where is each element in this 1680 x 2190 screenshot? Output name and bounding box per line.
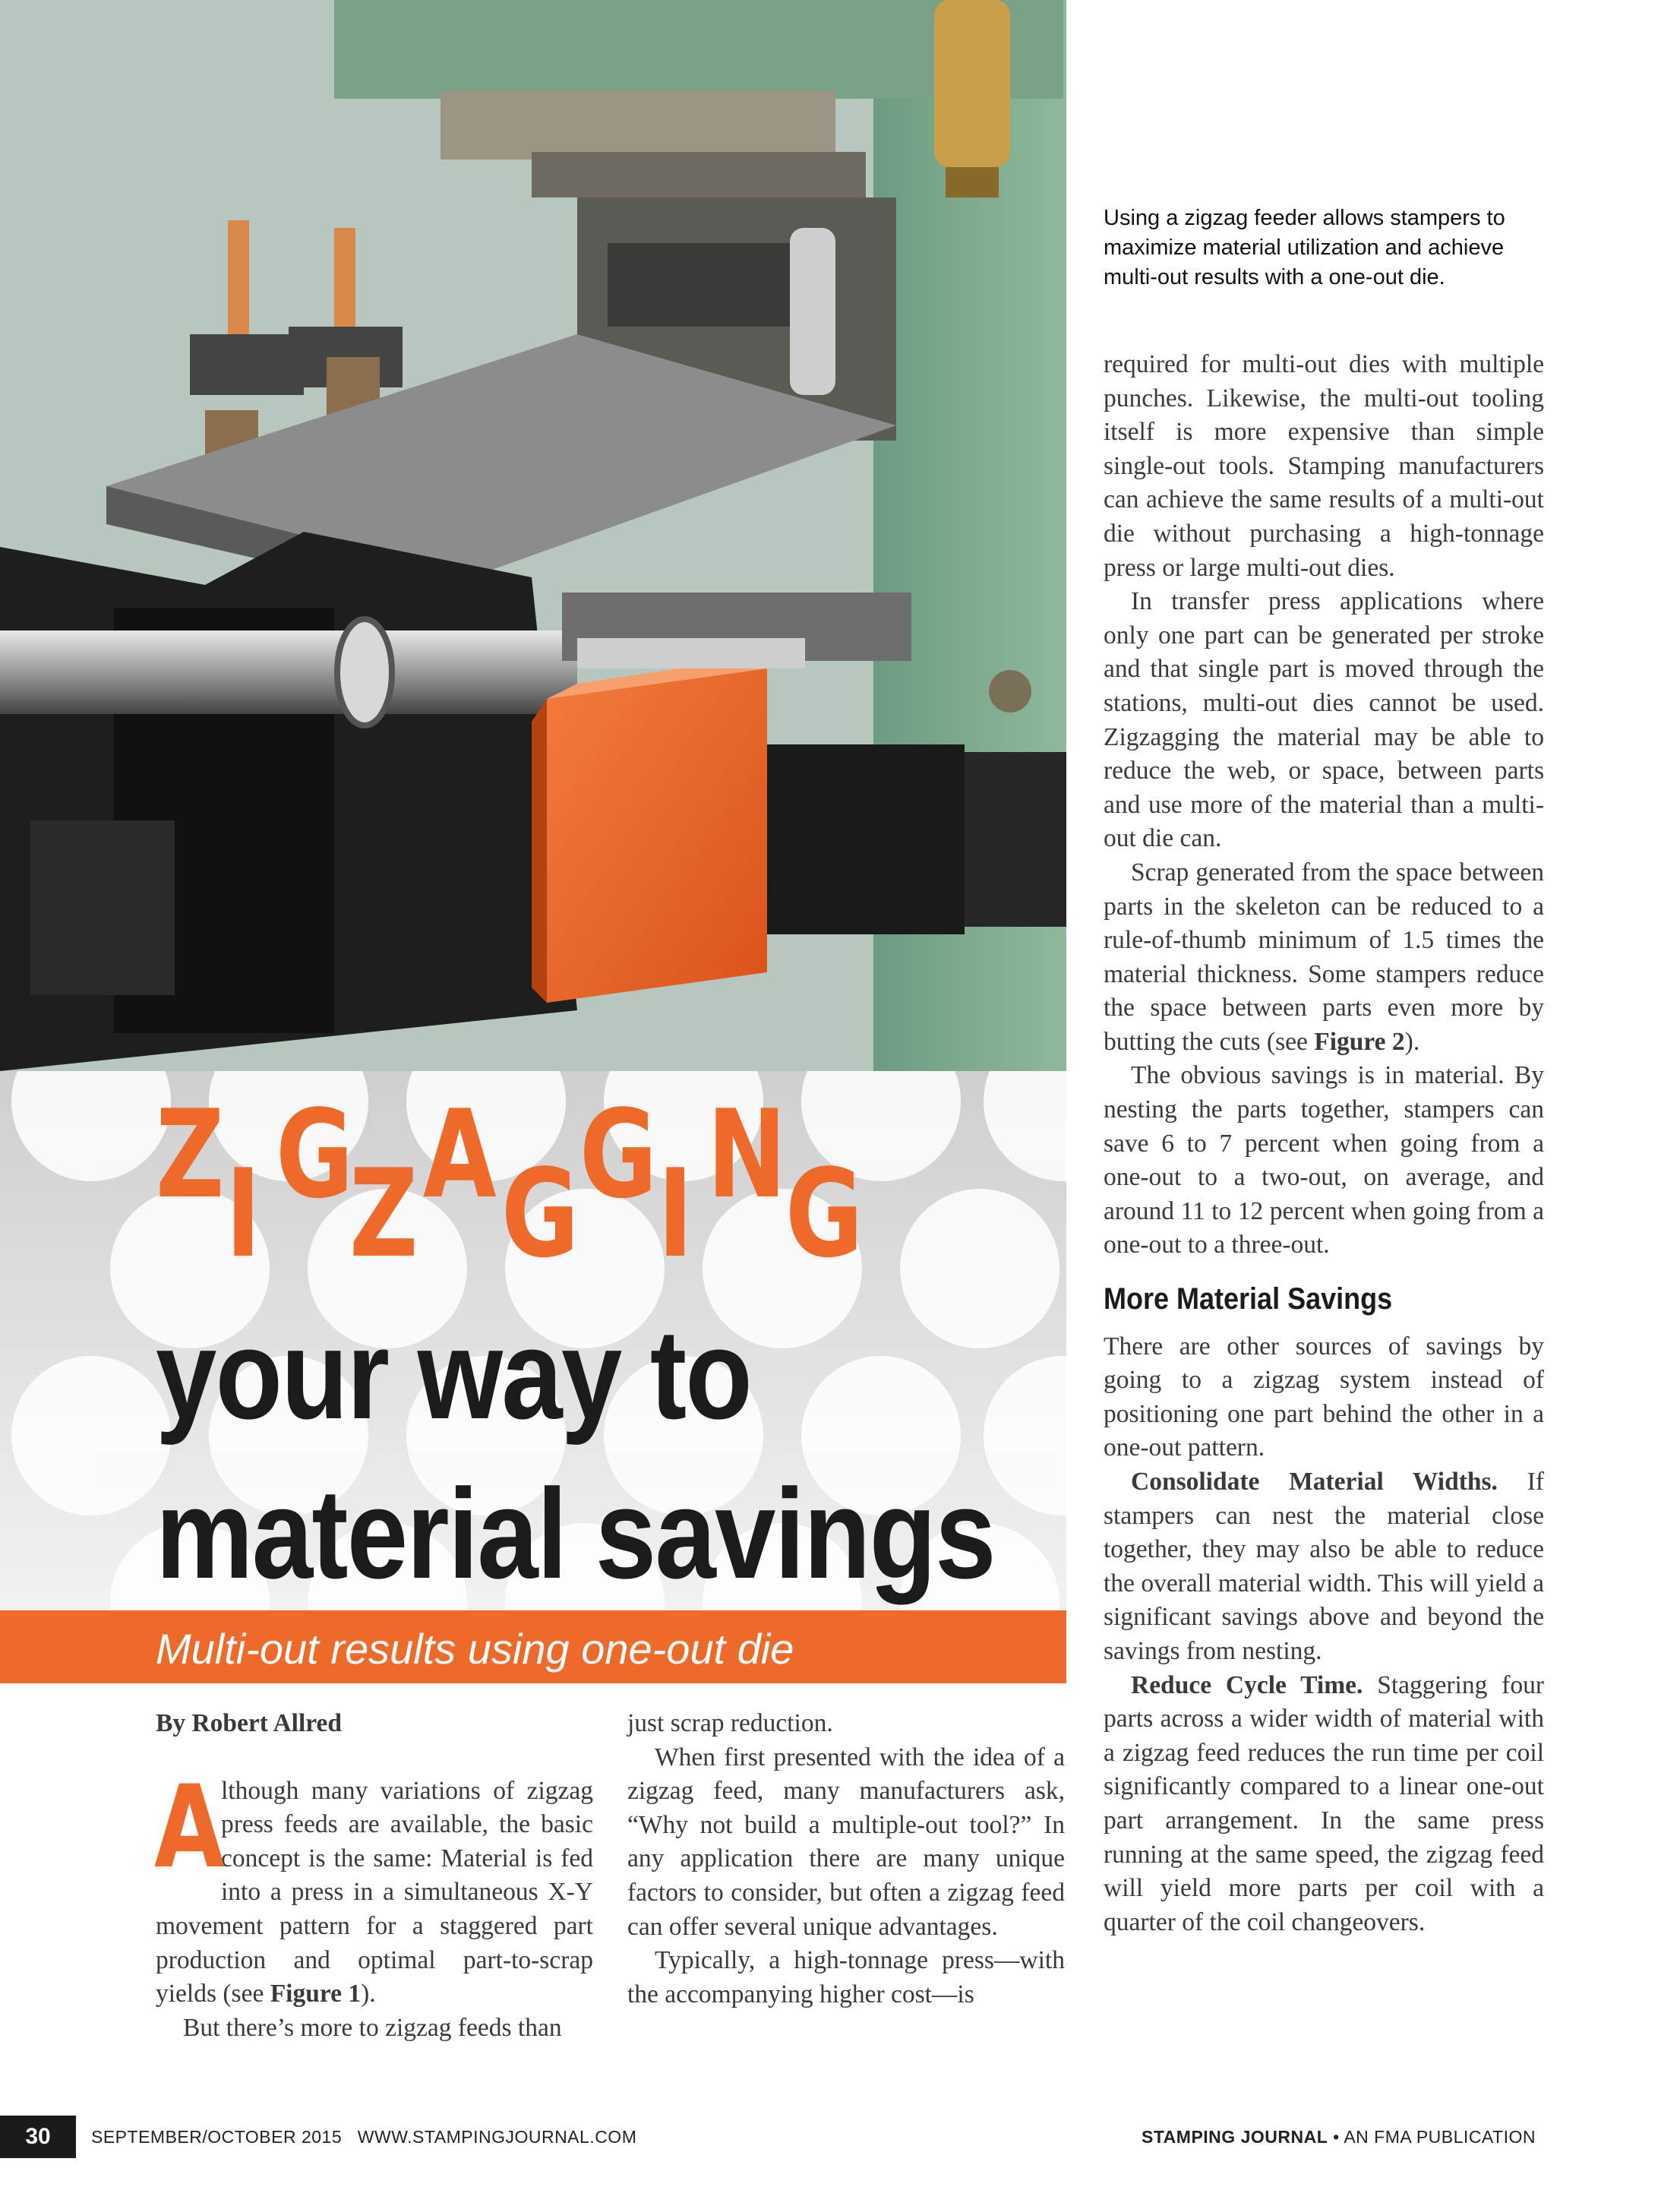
paragraph-text: ). <box>1404 1027 1420 1056</box>
paragraph <box>154 1761 593 2011</box>
paragraph: Typically, a high-tonnage press—with the accompanying higher cost—is <box>627 1946 1065 2008</box>
paragraph-text: Staggering four parts across a wider width of material with a zigzag feed reduces the run time per coil significantly compared to a linear one-out part arrangement. In the same press running at the same speed, the zigzag feed will yield more parts per coil with a quarter of the coil changeovers. <box>1104 1670 1544 1936</box>
drop-cap: A <box>154 1761 225 1894</box>
footer-separator: • <box>1328 2127 1344 2147</box>
article-column-2 <box>627 1707 1065 2011</box>
figure-reference: Figure 2 <box>1314 1027 1405 1056</box>
paragraph <box>1104 856 1544 1060</box>
subtitle: Multi-out results using one-out die <box>156 1625 794 1673</box>
title-letter: G <box>785 1142 864 1285</box>
paragraph: required for multi-out dies with multiple punches. Likewise, the multi-out tooling itself is more expensive than simple single-out tools. Stamping manufacturers can achieve the same results of a multi-out die without purchasing a high-tonnage press or large multi-out dies. <box>1104 350 1544 582</box>
title-letter: Z <box>349 1142 418 1285</box>
title-letter: I <box>226 1142 261 1285</box>
paragraph-text: Scrap generated from the space between parts in the skeleton can be reduced to a rule-of-thumb minimum of 1.5 times the material thickness. Some stampers reduce the space between parts even more by butting the cuts (see <box>1104 858 1544 1056</box>
article-column-3 <box>1104 348 1544 1939</box>
title-letter: N <box>707 1083 787 1225</box>
page-number: 30 <box>0 2116 76 2158</box>
paragraph-text: If stampers can nest the material close together, they may also be able to reduce the overall material width. This will yield a significant savings above and beyond the savings from nesting. <box>1104 1468 1544 1665</box>
footer-publication <box>1142 2127 1536 2147</box>
run-in-heading: Reduce Cycle Time. <box>1131 1670 1363 1699</box>
title-zigzagging <box>156 1083 1029 1291</box>
paragraph <box>1104 1465 1544 1669</box>
paragraph: In transfer press applications where only one part can be generated per stroke and that single part is moved through the stations, multi-out dies cannot be used. Zigzagging the material may be able to reduce the web, or space, between parts and use more of the material than a multi-out die can. <box>1104 587 1544 853</box>
paragraph: But there’s more to zigzag feeds than <box>183 2013 562 2042</box>
title-line-3: material savings <box>156 1462 995 1605</box>
figure-reference: Figure 1 <box>270 1980 362 2008</box>
publisher: AN FMA PUBLICATION <box>1344 2127 1536 2147</box>
footer-issue-and-url: SEPTEMBER/OCTOBER 2015 WWW.STAMPINGJOURNAL.COM <box>91 2127 637 2147</box>
paragraph: just scrap reduction. <box>627 1709 833 1737</box>
title-letter: G <box>579 1083 658 1225</box>
paragraph: When first presented with the idea of a zigzag feed, many manufacturers ask, “Why not build a multiple-out tool?” In any application there are many unique factors to consider, but often a zigzag feed can offer several unique advantages. <box>627 1743 1065 1941</box>
machine-illustration <box>0 0 1066 1071</box>
title-letter: Z <box>156 1083 225 1225</box>
feeder-machine-photo <box>0 0 1066 1071</box>
section-heading: More Material Savings <box>1104 1282 1393 1316</box>
article-column-1 <box>156 1707 593 2045</box>
byline: By Robert Allred <box>156 1709 343 1737</box>
paragraph <box>1104 1669 1544 1940</box>
title-line-2: your way to <box>156 1303 751 1446</box>
title-letter: A <box>423 1083 497 1225</box>
paragraph-text: lthough many variations of zigzag press feeds are available, the basic concept is the same: Material is fed into a press in a simultaneous X-Y movement pattern for a staggered part production and optimal part-to-scrap yields (see <box>156 1776 593 2008</box>
paragraph: There are other sources of savings by going to a zigzag system instead of positioning one part behind the other in a one-out pattern. <box>1104 1332 1544 1462</box>
publication-name: STAMPING JOURNAL <box>1142 2127 1328 2147</box>
title-letter: G <box>276 1083 354 1225</box>
paragraph-text: ). <box>361 1980 376 2008</box>
run-in-heading: Consolidate Material Widths. <box>1131 1468 1498 1496</box>
title-letter: I <box>658 1142 693 1285</box>
title-letter: G <box>501 1142 579 1285</box>
paragraph: The obvious savings is in material. By nesting the parts together, stampers can save 6 to 7 percent when going from a one-out to a two-out, on average, and around 11 to 12 percent when going from a one-out to a three-out. <box>1104 1061 1544 1259</box>
photo-caption: Using a zigzag feeder allows stampers to maximize material utilization and achieve multi-out results with a one-out die. <box>1104 206 1505 289</box>
